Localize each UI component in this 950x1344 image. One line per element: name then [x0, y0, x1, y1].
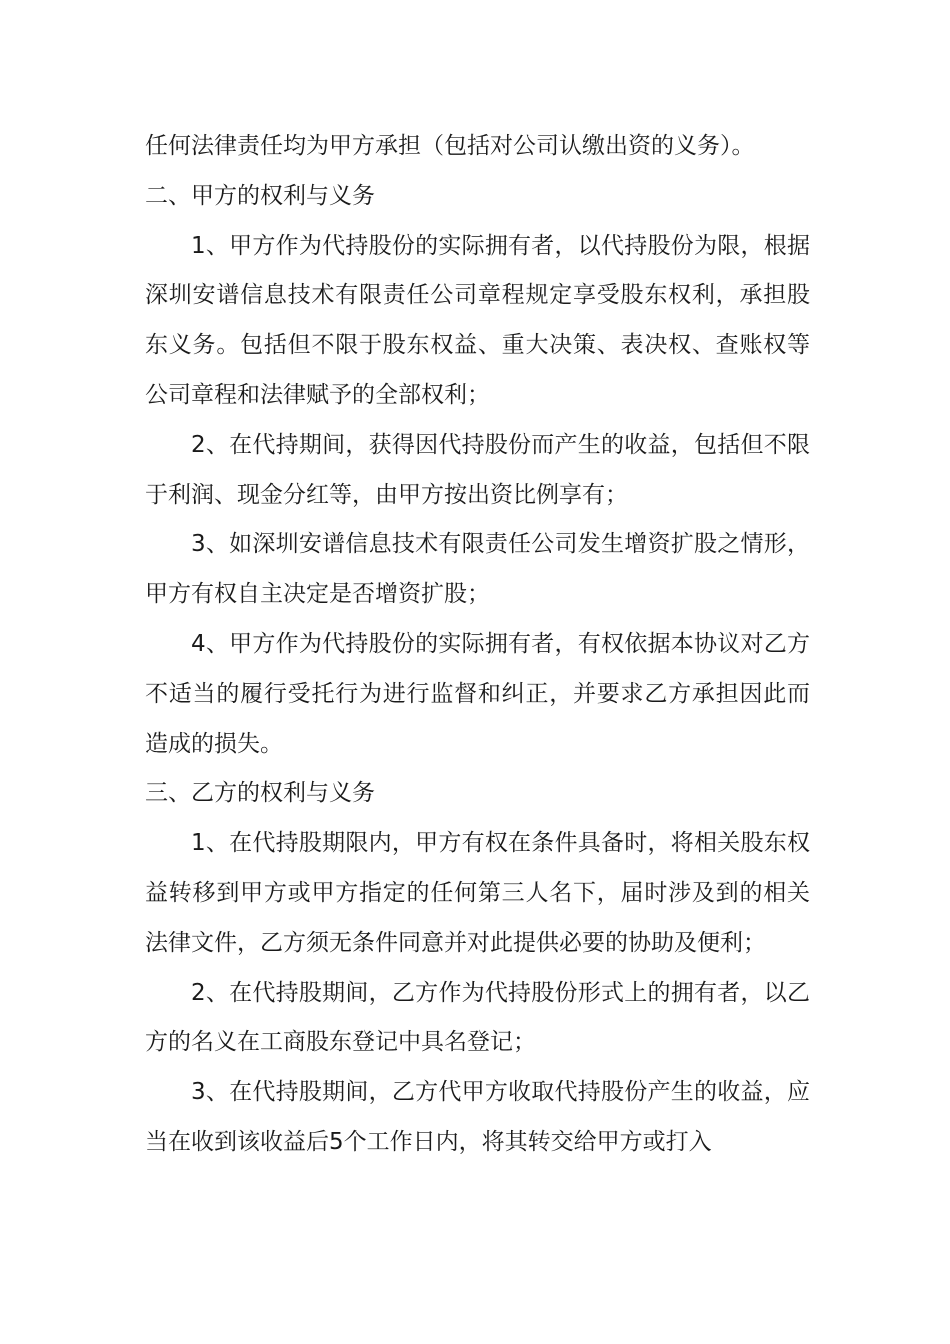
- section-heading-party-a-rights: 二、甲方的权利与义务: [145, 182, 375, 209]
- document-body: [145, 122, 810, 1168]
- clause-a-3: 3、如深圳安谱信息技术有限责任公司发生增资扩股之情形，甲方有权自主决定是否增资扩股；: [145, 531, 810, 608]
- clause-a-1: 1、甲方作为代持股份的实际拥有者，以代持股份为限，根据深圳安谱信息技术有限责任公司章程规定享受股东权利，承担股东义务。包括但不限于股东权益、重大决策、表决权、查账权等公司章程和法律赋予的全部权利；: [145, 232, 810, 408]
- clause-b-2: 2、在代持股期间，乙方作为代持股份形式上的拥有者，以乙方的名义在工商股东登记中具名登记；: [145, 979, 810, 1056]
- clause-b-1: 1、在代持股期限内，甲方有权在条件具备时，将相关股东权益转移到甲方或甲方指定的任何第三人名下，届时涉及到的相关法律文件，乙方须无条件同意并对此提供必要的协助及便利；: [145, 830, 810, 956]
- paragraph-continued-liability: 任何法律责任均为甲方承担（包括对公司认缴出资的义务）。: [145, 133, 755, 159]
- section-heading-party-b-rights: 三、乙方的权利与义务: [145, 780, 375, 807]
- clause-a-2: 2、在代持期间，获得因代持股份而产生的收益，包括但不限于利润、现金分红等，由甲方按出资比例享有；: [145, 431, 810, 508]
- clause-a-4: 4、甲方作为代持股份的实际拥有者，有权依据本协议对乙方不适当的履行受托行为进行监督和纠正，并要求乙方承担因此而造成的损失。: [145, 630, 810, 757]
- clause-b-3: 3、在代持股期间，乙方代甲方收取代持股份产生的收益，应当在收到该收益后5个工作日内，将其转交给甲方或打入: [145, 1079, 810, 1155]
